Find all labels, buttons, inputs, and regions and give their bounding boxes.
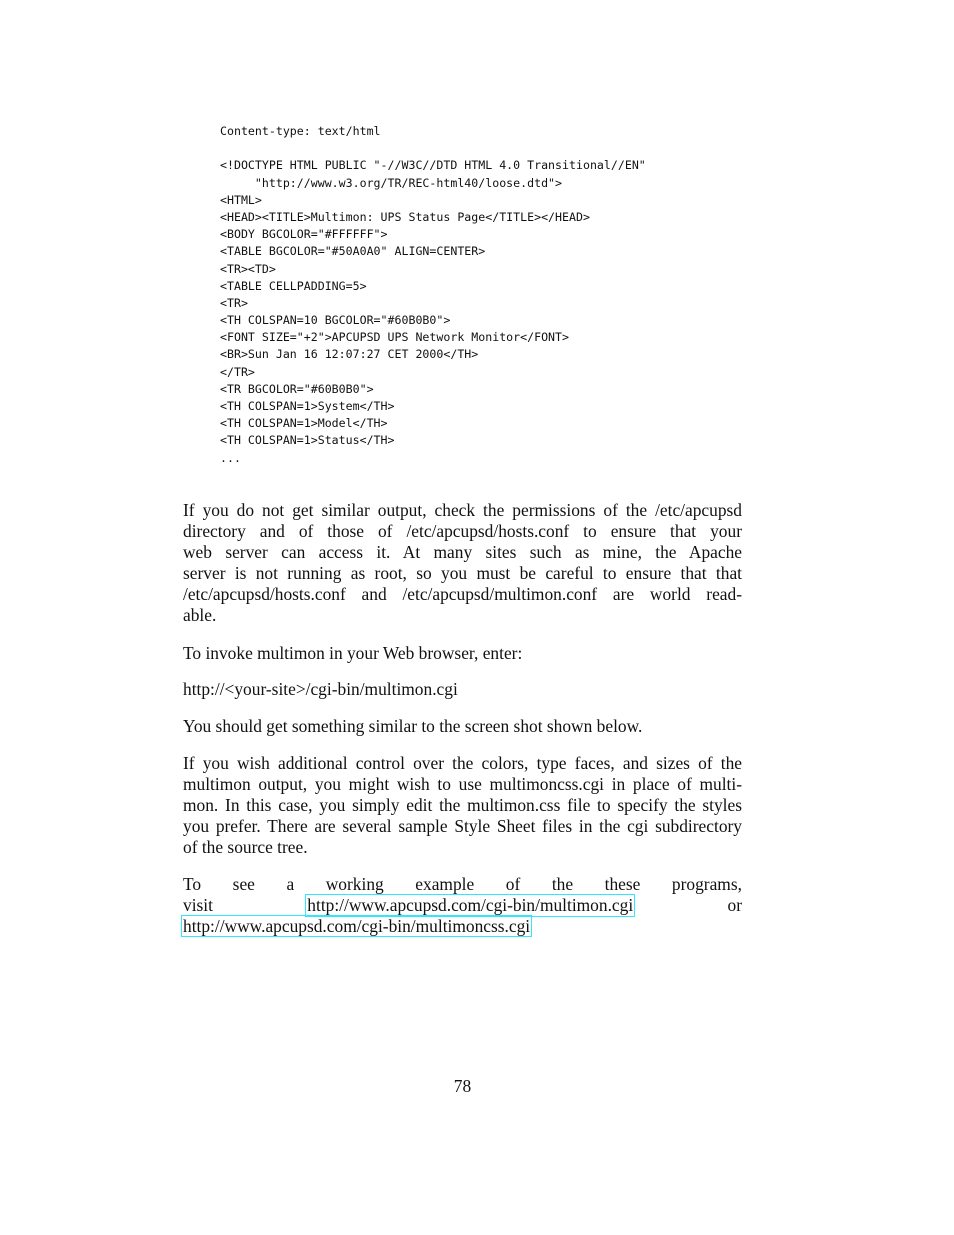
- code-line: <TH COLSPAN=10 BGCOLOR="#60B0B0">: [220, 313, 451, 328]
- text-line: of the source tree.: [183, 837, 308, 857]
- example-line-2: [183, 895, 742, 916]
- code-line: ...: [220, 450, 241, 465]
- paragraph-example: [183, 874, 742, 937]
- paragraph-permissions: [183, 500, 742, 626]
- word: the: [551, 874, 574, 894]
- paragraph-css: [183, 753, 742, 858]
- text-line: multimon output, you might wish to use multimoncss.cgi in place of multi-: [183, 774, 742, 794]
- code-line: <HTML>: [220, 192, 262, 207]
- code-line: <TR>: [220, 295, 248, 310]
- code-line: <TH COLSPAN=1>Model</TH>: [220, 416, 388, 431]
- text-line: mon. In this case, you simply edit the multimon.css file to specify the styles: [183, 795, 742, 815]
- code-line: <TR BGCOLOR="#60B0B0">: [220, 381, 374, 396]
- word: these: [604, 874, 641, 894]
- word: a: [286, 874, 295, 894]
- code-line: <TABLE CELLPADDING=5>: [220, 278, 367, 293]
- code-line: <TH COLSPAN=1>Status</TH>: [220, 433, 395, 448]
- word: To: [183, 874, 202, 894]
- text-line: server is not running as root, so you must be careful to ensure that that: [183, 563, 742, 583]
- code-line: <TR><TD>: [220, 261, 276, 276]
- code-line: "http://www.w3.org/TR/REC-html40/loose.dtd">: [220, 175, 563, 190]
- text-line: /etc/apcupsd/hosts.conf and /etc/apcupsd/multimon.conf are world read-: [183, 584, 742, 604]
- code-line: <BR>Sun Jan 16 12:07:27 CET 2000</TH>: [220, 347, 479, 362]
- code-line: <TH COLSPAN=1>System</TH>: [220, 399, 395, 413]
- code-line: <HEAD><TITLE>Multimon: UPS Status Page</TITLE></HEAD>: [220, 209, 590, 224]
- code-listing: [220, 123, 646, 467]
- text-line: If you do not get similar output, check the permissions of the /etc/apcupsd: [183, 500, 742, 520]
- multimoncss-link[interactable]: http://www.apcupsd.com/cgi-bin/multimoncss.cgi: [183, 916, 531, 936]
- text-line: able.: [183, 605, 217, 625]
- page-number: 78: [453, 1076, 472, 1096]
- text-line: directory and of those of /etc/apcupsd/hosts.conf to ensure that your: [183, 521, 742, 541]
- example-line-3: [183, 916, 742, 937]
- code-line: <TABLE BGCOLOR="#50A0A0" ALIGN=CENTER>: [220, 244, 486, 259]
- code-line: [220, 140, 646, 157]
- example-or-text: or: [727, 895, 742, 915]
- code-line: </TR>: [220, 364, 255, 379]
- word: of: [505, 874, 521, 894]
- word: working: [325, 874, 384, 894]
- code-line: Content-type: text/html: [220, 124, 381, 138]
- code-line: <FONT SIZE="+2">APCUPSD UPS Network Monitor</FONT>: [220, 330, 570, 345]
- paragraph-screenshot: You should get something similar to the screen shot shown below.: [183, 716, 643, 736]
- word: see: [232, 874, 255, 894]
- text-line: you prefer. There are several sample Style Sheet files in the cgi subdirectory: [183, 816, 742, 836]
- word: programs,: [671, 874, 742, 894]
- word: example: [415, 874, 475, 894]
- text-line: If you wish additional control over the colors, type faces, and sizes of the: [183, 753, 742, 773]
- multimon-link[interactable]: http://www.apcupsd.com/cgi-bin/multimon.cgi: [307, 895, 634, 915]
- paragraph-url-example: http://<your-site>/cgi-bin/multimon.cgi: [183, 679, 458, 699]
- text-line: web server can access it. At many sites such as mine, the Apache: [183, 542, 742, 562]
- code-line: <!DOCTYPE HTML PUBLIC "-//W3C//DTD HTML 4.0 Transitional//EN": [220, 158, 646, 173]
- example-visit-text: visit: [183, 895, 213, 915]
- example-line-1: [183, 874, 742, 895]
- paragraph-invoke: To invoke multimon in your Web browser, enter:: [183, 643, 523, 663]
- code-line: <BODY BGCOLOR="#FFFFFF">: [220, 227, 388, 242]
